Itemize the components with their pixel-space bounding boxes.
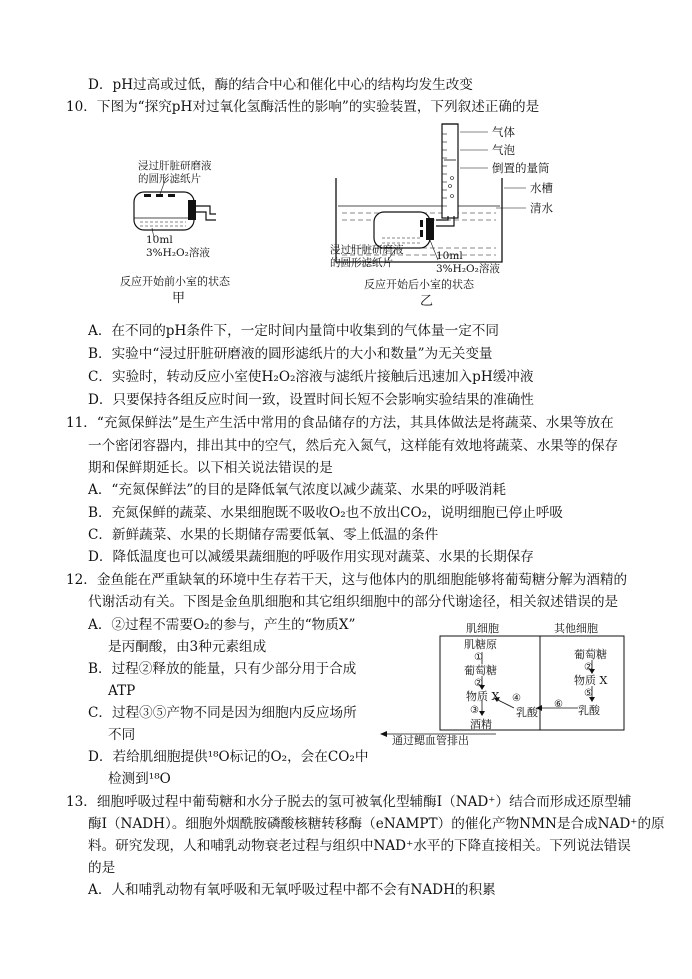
diagram-x-left: 物质 X xyxy=(466,690,500,703)
diagram-lactate-right: 乳酸 xyxy=(578,704,600,717)
diagram-glucose-left: 葡萄糖 xyxy=(464,664,497,677)
jia-label-solution-1: 10ml xyxy=(146,234,173,246)
q12-option-d-line-1: D．若给肌细胞提供¹⁸O标记的O₂，会在CO₂中 xyxy=(88,749,369,765)
diagram-muscle-cell: 肌细胞 xyxy=(466,622,499,635)
diagram-step-3: ③ xyxy=(470,705,479,716)
diagram-ethanol: 酒精 xyxy=(470,718,492,731)
q13-option-a: A．人和哺乳动物有氧呼吸和无氧呼吸过程中都不会有NADH的积累 xyxy=(88,882,496,898)
q10-stem: 10．下图为“探究pH对过氧化氢酶活性的影响”的实验装置，下列叙述正确的是 xyxy=(66,99,540,115)
diagram-step-5: ⑤ xyxy=(584,688,593,699)
q12-option-b-line-2: ATP xyxy=(108,683,136,699)
diagram-x-right: 物质 X xyxy=(574,674,608,687)
yi-label-water: 清水 xyxy=(530,201,553,215)
q11-option-a: A．“充氮保鲜法”的目的是降低氧气浓度以减少蔬菜、水果的呼吸消耗 xyxy=(88,482,506,498)
diagram-glucose-right: 葡萄糖 xyxy=(574,648,607,661)
yi-label-solution-2: 3%H₂O₂溶液 xyxy=(436,263,500,275)
q12-option-a-line-2: 是丙酮酸，由3种元素组成 xyxy=(108,639,267,655)
jia-label-solution-2: 3%H₂O₂溶液 xyxy=(146,247,210,259)
jia-caption: 反应开始前小室的状态 xyxy=(120,275,230,288)
diagram-step-4: ④ xyxy=(512,693,521,704)
yi-label-trough: 水槽 xyxy=(530,181,553,195)
jia-tag: 甲 xyxy=(172,291,186,306)
q11-option-b: B．充氮保鲜的蔬菜、水果细胞既不吸收O₂也不放出CO₂，说明细胞已停止呼吸 xyxy=(88,505,563,521)
diagram-other-cell: 其他细胞 xyxy=(554,622,598,635)
figure-jia xyxy=(120,120,320,320)
jia-label-paper-2: 的圆形滤纸片 xyxy=(138,173,201,185)
q12-option-d-line-2: 检测到¹⁸O xyxy=(108,771,171,787)
q12-option-c-line-2: 不同 xyxy=(108,727,136,743)
q12-stem-line-1: 12．金鱼能在严重缺氧的环境中生存若干天，这与他体内的肌细胞能够将葡萄糖分解为酒精的 xyxy=(66,572,628,588)
metabolism-diagram xyxy=(378,622,628,748)
yi-tag: 乙 xyxy=(420,294,434,309)
yi-label-bubbles: 气泡 xyxy=(492,143,515,157)
q13-stem-line-2: 酶Ⅰ（NADH）。细胞外烟酰胺磷酸核糖转移酶（eNAMPT）的催化产物NMN是合成NAD⁺的原 xyxy=(88,816,665,832)
q9-option-d: D．pH过高或过低，酶的结合中心和催化中心的结构均发生改变 xyxy=(88,77,473,93)
q11-option-c: C．新鲜蔬菜、水果的长期储存需要低氧、零上低温的条件 xyxy=(88,527,439,543)
yi-label-solution-1: 10ml xyxy=(436,250,463,262)
q13-stem-line-3: 料。研究发现，人和哺乳动物衰老过程与组织中NAD⁺水平的下降直接相关。下列说法错误 xyxy=(88,838,631,854)
diagram-step-2-left: ② xyxy=(474,678,483,689)
figure-yi xyxy=(326,120,596,320)
q11-option-d: D．降低温度也可以减缓果蔬细胞的呼吸作用实现对蔬菜、水果的长期保存 xyxy=(88,549,534,565)
figure-jia-drawing xyxy=(120,120,320,320)
q12-option-b-line-1: B．过程②释放的能量，只有少部分用于合成 xyxy=(88,661,357,677)
yi-label-cylinder: 倒置的量筒 xyxy=(492,161,550,175)
q10-option-b: B．实验中“浸过肝脏研磨液的圆形滤纸片的大小和数量”为无关变量 xyxy=(88,346,493,362)
diagram-step-2-right: ② xyxy=(584,662,593,673)
diagram-step-1: ① xyxy=(474,652,483,663)
q12-option-c-line-1: C．过程③⑤产物不同是因为细胞内反应场所 xyxy=(88,705,357,721)
q10-option-c: C．实验时，转动反应小室使H₂O₂溶液与滤纸片接触后迅速加入pH缓冲液 xyxy=(88,369,534,385)
diagram-step-6: ⑥ xyxy=(554,699,563,710)
q11-stem-line-1: 11．“充氮保鲜法”是生产生活中常用的食品储存的方法，其具体做法是将蔬菜、水果等放在 xyxy=(66,415,614,431)
q13-stem-line-1: 13．细胞呼吸过程中葡萄糖和水分子脱去的氢可被氧化型辅酶Ⅰ（NAD⁺）结合而形成还原型辅 xyxy=(66,794,632,810)
yi-label-paper-2: 的圆形滤纸片 xyxy=(330,257,393,269)
yi-caption: 反应开始后小室的状态 xyxy=(364,278,474,291)
q10-option-a: A．在不同的pH条件下，一定时间内量筒中收集到的气体量一定不同 xyxy=(88,323,499,339)
q11-stem-line-3: 期和保鲜期延长。以下相关说法错误的是 xyxy=(88,460,333,476)
q12-stem-line-2: 代谢活动有关。下图是金鱼肌细胞和其它组织细胞中的部分代谢途径，相关叙述错误的是 xyxy=(88,594,619,610)
yi-label-gas: 气体 xyxy=(492,125,515,139)
yi-label-paper-1: 浸过肝脏研磨液 xyxy=(330,244,404,256)
q11-stem-line-2: 一个密闭容器内，排出其中的空气，然后充入氮气，这样能有效地将蔬菜、水果等的保存 xyxy=(88,438,619,454)
q10-option-d: D．只要保持各组反应时间一致，设置时间长短不会影响实验结果的准确性 xyxy=(88,392,534,408)
q13-stem-line-4: 的是 xyxy=(88,860,116,876)
diagram-lactate-mid: 乳酸 xyxy=(516,706,538,719)
jia-label-paper-1: 浸过肝脏研磨液 xyxy=(138,160,212,172)
diagram-glycogen: 肌糖原 xyxy=(464,638,497,651)
q12-option-a-line-1: A．②过程不需要O₂的参与，产生的“物质X” xyxy=(88,617,356,633)
diagram-exit: 通过鳃血管排出 xyxy=(392,734,469,747)
